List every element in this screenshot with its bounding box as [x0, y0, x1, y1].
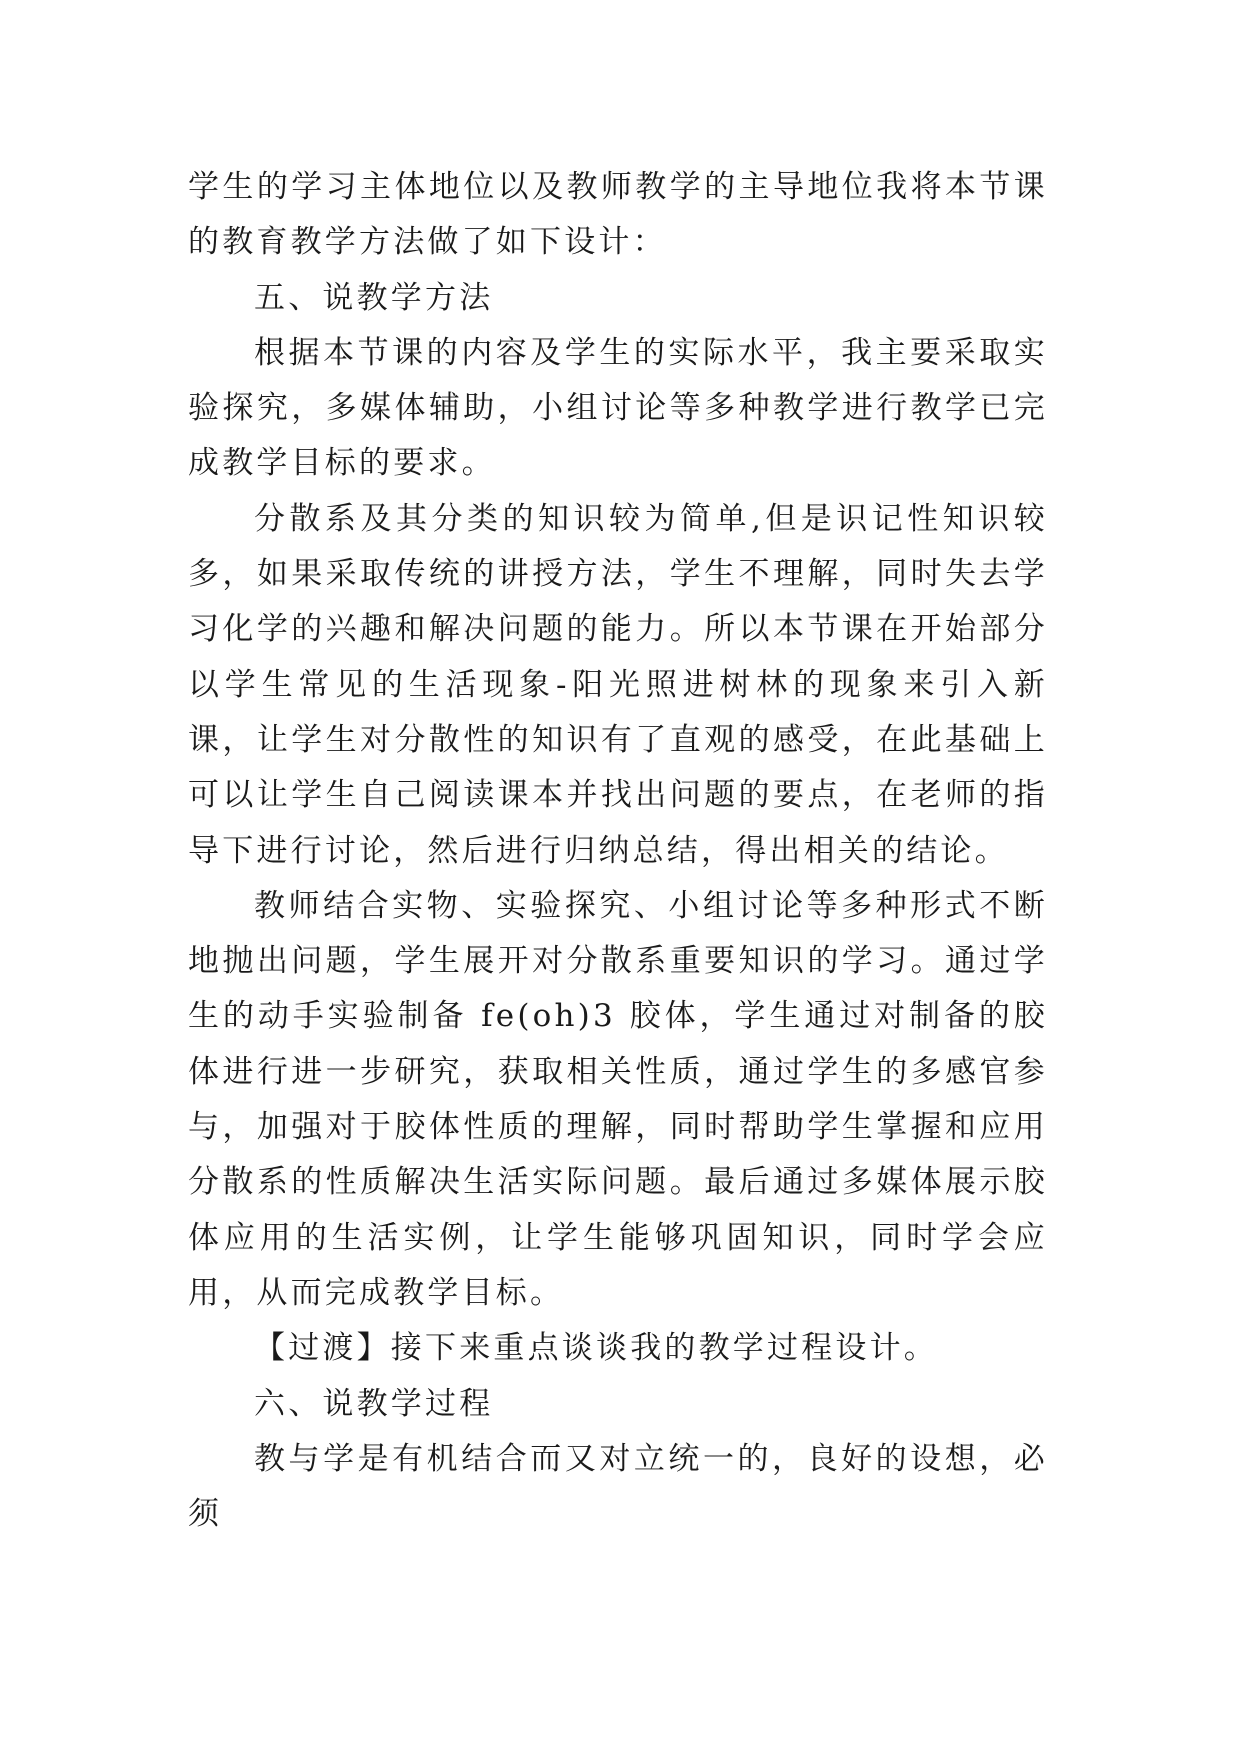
paragraph-continuation: 学生的学习主体地位以及教师教学的主导地位我将本节课的教育教学方法做了如下设计：	[188, 169, 1048, 261]
paragraph: 教师结合实物、实验探究、小组讨论等多种形式不断地抛出问题，学生展开对分散系重要知识的学习。通过学生的动手实验制备 fe(oh)3 胶体，学生通过对制备的胶体进行进一步研究，获取相关性质，通过学生的多感官参与，加强对于胶体性质的理解，同时帮助学生掌握和应用分散系的性质解决生活实际问题。最后通过多媒体展示胶体应用的生活实例，让学生能够巩固知识，同时学会应用，从而完成教学目标。	[188, 887, 1048, 1311]
document-body	[188, 160, 1048, 1542]
paragraph: 根据本节课的内容及学生的实际水平，我主要采取实验探究，多媒体辅助，小组讨论等多种教学进行教学已完成教学目标的要求。	[188, 334, 1048, 482]
transition-paragraph: 【过渡】接下来重点谈谈我的教学过程设计。	[254, 1330, 938, 1367]
paragraph: 分散系及其分类的知识较为简单,但是识记性知识较多，如果采取传统的讲授方法，学生不理解，同时失去学习化学的兴趣和解决问题的能力。所以本节课在开始部分以学生常见的生活现象-阳光照进树林的现象来引入新课，让学生对分散性的知识有了直观的感受，在此基础上可以让学生自己阅读课本并找出问题的要点，在老师的指导下进行讨论，然后进行归纳总结，得出相关的结论。	[188, 500, 1048, 869]
section-heading-teaching-process: 六、说教学过程	[254, 1385, 494, 1422]
paragraph: 教与学是有机结合而又对立统一的，良好的设想，必须	[188, 1440, 1048, 1533]
section-heading-teaching-methods: 五、说教学方法	[254, 279, 494, 316]
